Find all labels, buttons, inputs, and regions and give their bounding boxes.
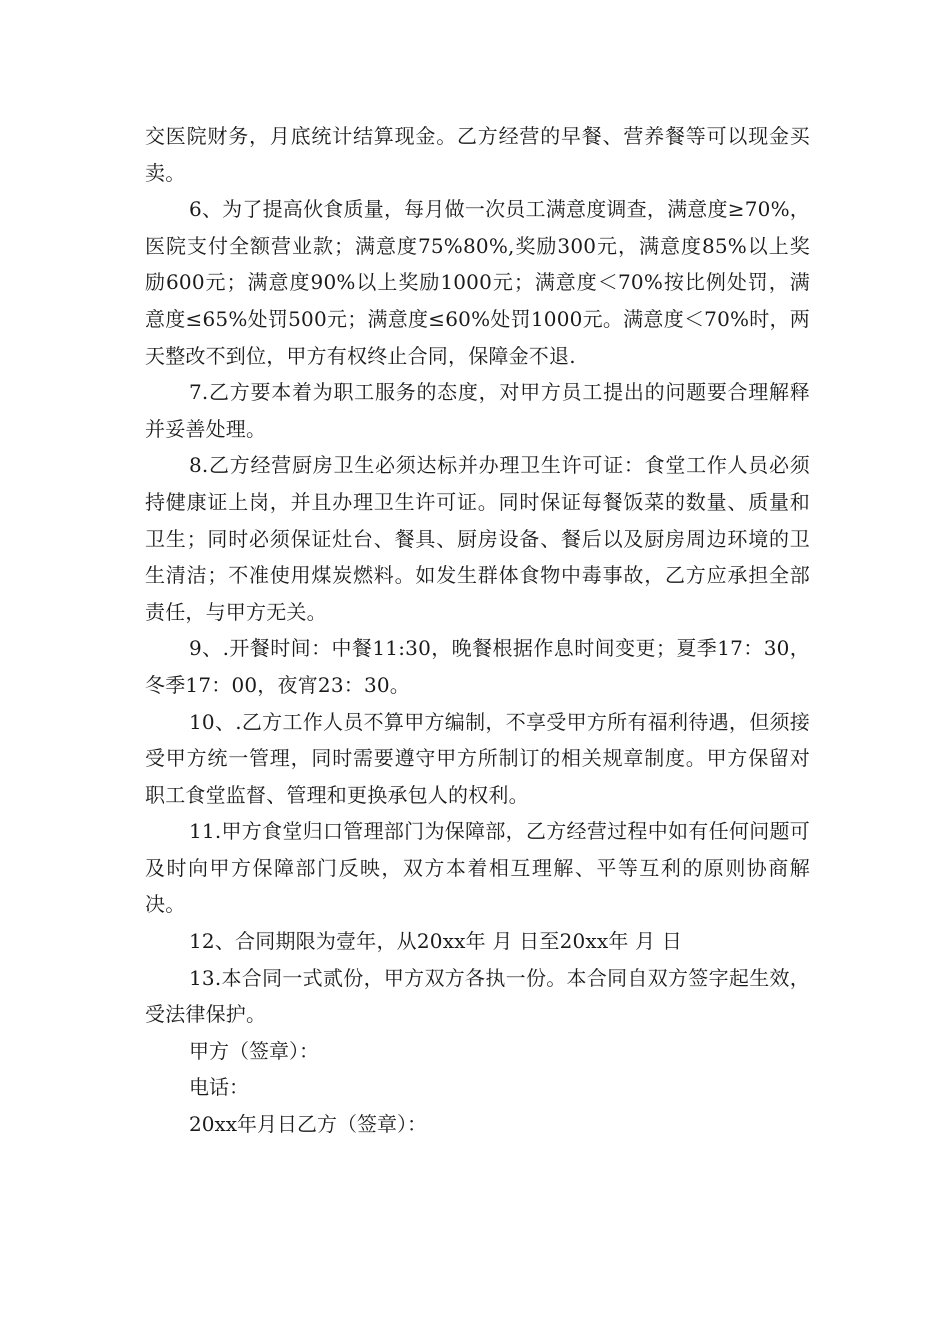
clause-11-paragraph: 11.甲方食堂归口管理部门为保障部，乙方经营过程中如有任何问题可及时向甲方保障部门反映，双方本着相互理解、平等互利的原则协商解决。 — [145, 819, 810, 917]
document-page — [145, 118, 810, 1143]
clause-6-paragraph: 6、为了提高伙食质量，每月做一次员工满意度调查，满意度≥70%，医院支付全额营业款；满意度75%80%,奖励300元，满意度85%以上奖励600元；满意度90%以上奖励1000元；满意度＜70%按比例处罚，满意度≤65%处罚500元；满意度≤60%处罚1000元。满意度＜70%时，两天整改不到位，甲方有权终止合同，保障金不退. — [145, 197, 810, 368]
clause-9-paragraph: 9、.开餐时间：中餐11:30，晚餐根据作息时间变更；夏季17：30，冬季17：00，夜宵23：30。 — [145, 636, 810, 697]
party-a-signature-line: 甲方（签章）： — [189, 1038, 319, 1063]
clause-12-paragraph: 12、合同期限为壹年，从20xx年 月 日至20xx年 月 日 — [189, 929, 683, 954]
paragraph-continuation: 交医院财务，月底统计结算现金。乙方经营的早餐、营养餐等可以现金买卖。 — [145, 124, 810, 185]
phone-line: 电话： — [189, 1075, 249, 1100]
clause-10-paragraph: 10、.乙方工作人员不算甲方编制，不享受甲方所有福利待遇，但须接受甲方统一管理，同时需要遵守甲方所制订的相关规章制度。甲方保留对职工食堂监督、管理和更换承包人的权利。 — [145, 709, 810, 807]
clause-8-paragraph: 8.乙方经营厨房卫生必须达标并办理卫生许可证：食堂工作人员必须持健康证上岗，并且办理卫生许可证。同时保证每餐饭菜的数量、质量和卫生；同时必须保证灶台、餐具、厨房设备、餐后以及厨房周边环境的卫生清洁；不准使用煤炭燃料。如发生群体食物中毒事故，乙方应承担全部责任，与甲方无关。 — [145, 453, 810, 624]
clause-13-paragraph: 13.本合同一式贰份，甲方双方各执一份。本合同自双方签字起生效，受法律保护。 — [145, 965, 810, 1027]
clause-7-paragraph: 7.乙方要本着为职工服务的态度，对甲方员工提出的问题要合理解释并妥善处理。 — [145, 380, 810, 441]
date-party-b-signature-line: 20xx年月日乙方（签章）： — [189, 1112, 428, 1137]
